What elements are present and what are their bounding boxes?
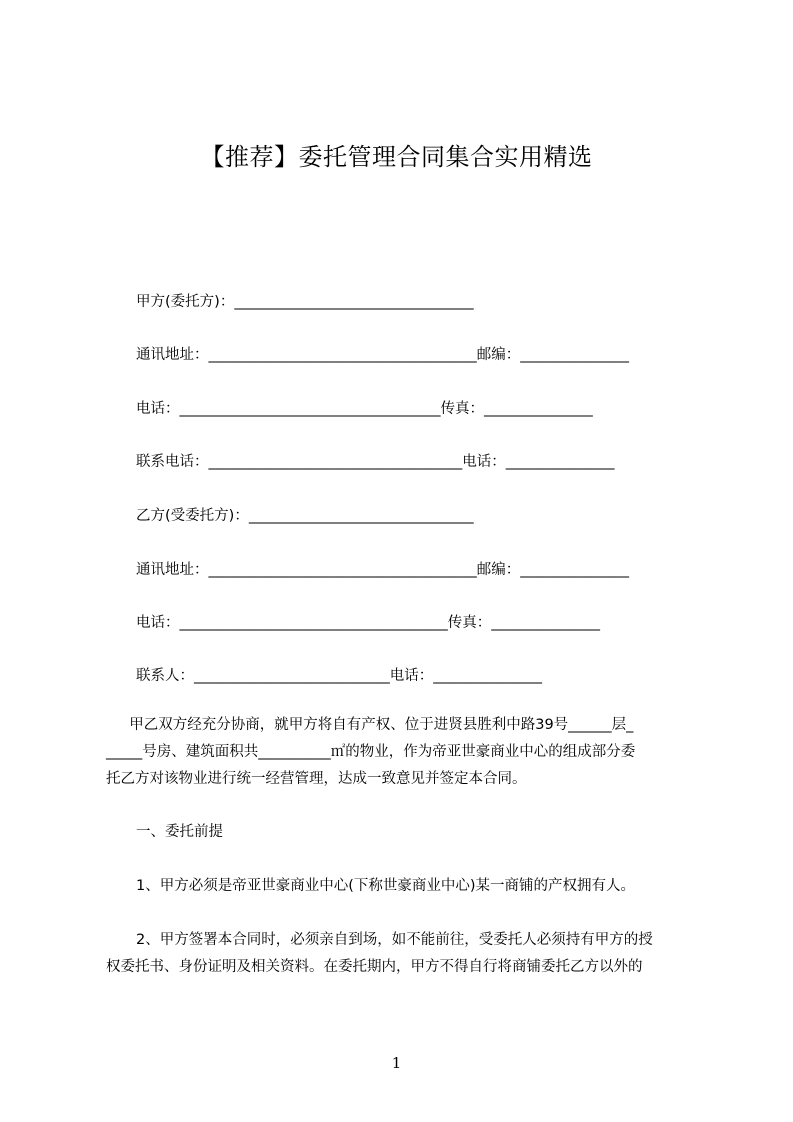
document-title: 【推荐】委托管理合同集合实用精选 <box>200 143 593 171</box>
party-a-contact-phone-line: 联系电话：___________________________________电话：_______________ <box>136 454 615 470</box>
clause-2-line-2: 权委托书、身份证明及相关资料。在委托期内，甲方不得自行将商铺委托乙方以外的 <box>106 959 643 975</box>
party-a-phone-line: 电话：____________________________________传真：_______________ <box>136 401 593 417</box>
party-a-address-line: 通讯地址：_____________________________________邮编：_______________ <box>136 347 629 363</box>
party-b-contact-line: 联系人：___________________________电话：_______________ <box>136 668 542 684</box>
clause-1: 1、甲方必须是帝亚世豪商业中心(下称世豪商业中心)某一商铺的产权拥有人。 <box>136 878 636 894</box>
intro-paragraph-line-2: _____号房、建筑面积共__________㎡的物业，作为帝亚世豪商业中心的组成部分委 <box>106 744 636 760</box>
party-b-phone-line: 电话：_____________________________________传真：_______________ <box>136 615 600 631</box>
page-number: 1 <box>391 1054 402 1072</box>
party-b-address-line: 通讯地址：_____________________________________邮编：_______________ <box>136 562 629 578</box>
section-heading: 一、委托前提 <box>136 824 223 840</box>
intro-paragraph-line-3: 托乙方对该物业进行统一经营管理，达成一致意见并签定本合同。 <box>106 771 527 787</box>
intro-paragraph-line-1: 甲乙双方经充分协商，就甲方将自有产权、位于进贤县胜利中路39号______层_ <box>120 717 634 733</box>
clause-2-line-1: 2、甲方签署本合同时，必须亲自到场，如不能前往，受委托人必须持有甲方的授 <box>136 932 653 948</box>
party-b-line: 乙方(受委托方)：_______________________________ <box>136 508 474 524</box>
party-a-line: 甲方(委托方)：_________________________________ <box>136 294 474 310</box>
